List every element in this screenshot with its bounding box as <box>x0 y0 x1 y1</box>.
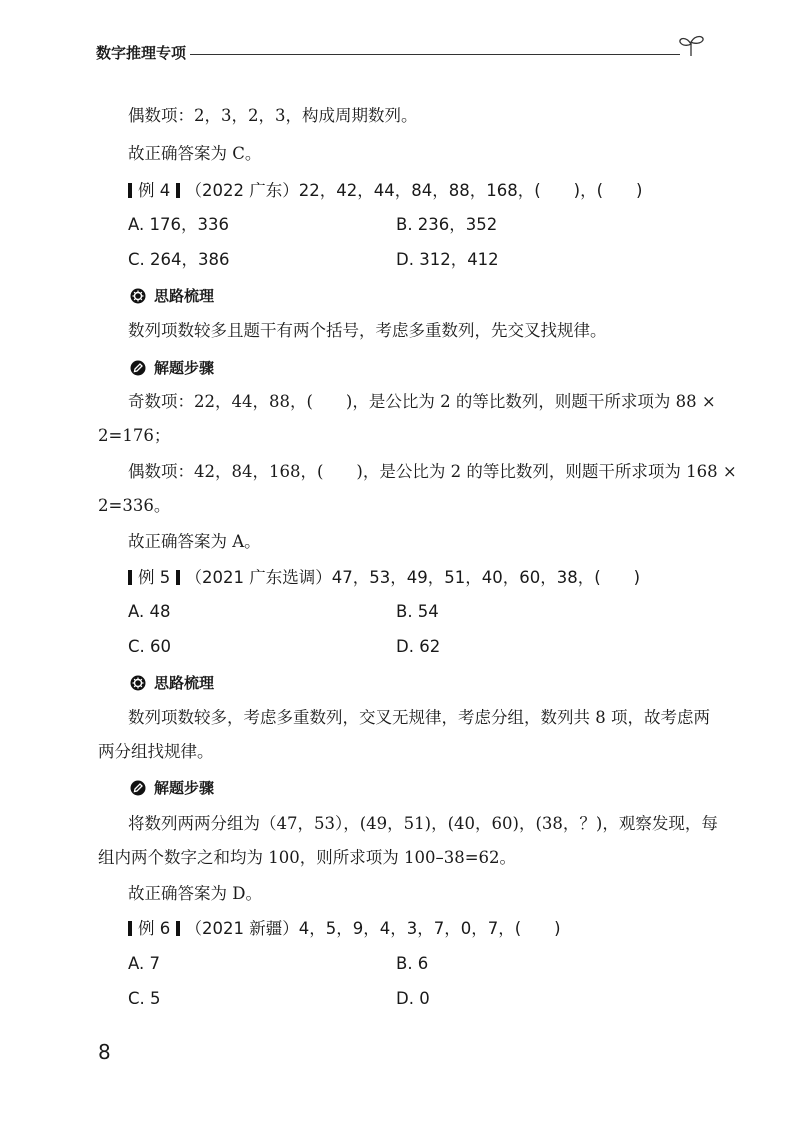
example-question: （2021 新疆）4，5，9，4，3，7，0，7，( ) <box>185 919 561 938</box>
answer-line: 故正确答案为 D。 <box>128 884 262 903</box>
pencil-icon <box>130 360 146 376</box>
gear-icon <box>130 288 146 304</box>
section-label: 思路梳理 <box>154 287 215 305</box>
option-a: A. 176，336 <box>128 215 229 234</box>
bracket-bar-icon <box>176 183 180 198</box>
text-line: 组内两个数字之和均为 100，则所求项为 100–38=62。 <box>98 848 517 867</box>
text-line: 两分组找规律。 <box>98 742 214 761</box>
option-b: B. 6 <box>396 954 429 973</box>
example-6-heading <box>128 918 561 940</box>
section-label: 思路梳理 <box>154 674 215 692</box>
bracket-bar-icon <box>128 183 132 198</box>
header-title: 数字推理专项 <box>96 44 187 62</box>
option-b: B. 236，352 <box>396 215 498 234</box>
text-line: 数列项数较多且题干有两个括号，考虑多重数列，先交叉找规律。 <box>128 321 607 340</box>
answer-line: 故正确答案为 A。 <box>128 532 261 551</box>
example-label: 例 6 <box>138 919 171 938</box>
text-line: 偶数项：42，84，168，( )，是公比为 2 的等比数列，则题干所求项为 168 × <box>128 462 737 481</box>
example-question: （2021 广东选调）47，53，49，51，40，60，38，( ) <box>185 568 641 587</box>
text-line: 奇数项：22，44，88，( )，是公比为 2 的等比数列，则题干所求项为 88 × <box>128 392 716 411</box>
example-label: 例 4 <box>138 181 171 200</box>
header-rule <box>190 54 680 55</box>
bracket-bar-icon <box>128 570 132 585</box>
sprout-icon <box>676 32 706 58</box>
text-line: 将数列两两分组为（47，53），(49，51)，(40，60)，(38，？)，观察发现，每 <box>128 814 718 833</box>
page-number: 8 <box>98 1040 111 1064</box>
text-line: 偶数项：2，3，2，3，构成周期数列。 <box>128 106 418 125</box>
pencil-icon <box>130 780 146 796</box>
text-line: 数列项数较多，考虑多重数列，交叉无规律，考虑分组，数列共 8 项，故考虑两 <box>128 708 710 727</box>
gear-icon <box>130 675 146 691</box>
page-header <box>96 40 706 64</box>
option-c: C. 264，386 <box>128 250 230 269</box>
bracket-bar-icon <box>176 570 180 585</box>
text-line: 2=336。 <box>98 496 171 515</box>
example-label: 例 5 <box>138 568 171 587</box>
text-line: 2=176； <box>98 426 171 445</box>
example-question: （2022 广东）22，42，44，84，88，168，( )，( ) <box>185 181 643 200</box>
bracket-bar-icon <box>176 921 180 936</box>
example-5-heading <box>128 567 640 589</box>
section-label: 解题步骤 <box>154 359 215 377</box>
option-a: A. 7 <box>128 954 160 973</box>
option-d: D. 0 <box>396 989 430 1008</box>
option-a: A. 48 <box>128 602 171 621</box>
bracket-bar-icon <box>128 921 132 936</box>
option-c: C. 5 <box>128 989 161 1008</box>
section-label: 解题步骤 <box>154 779 215 797</box>
answer-line: 故正确答案为 C。 <box>128 144 262 163</box>
option-d: D. 62 <box>396 637 441 656</box>
option-c: C. 60 <box>128 637 172 656</box>
option-d: D. 312，412 <box>396 250 499 269</box>
example-4-heading <box>128 180 642 202</box>
option-b: B. 54 <box>396 602 439 621</box>
